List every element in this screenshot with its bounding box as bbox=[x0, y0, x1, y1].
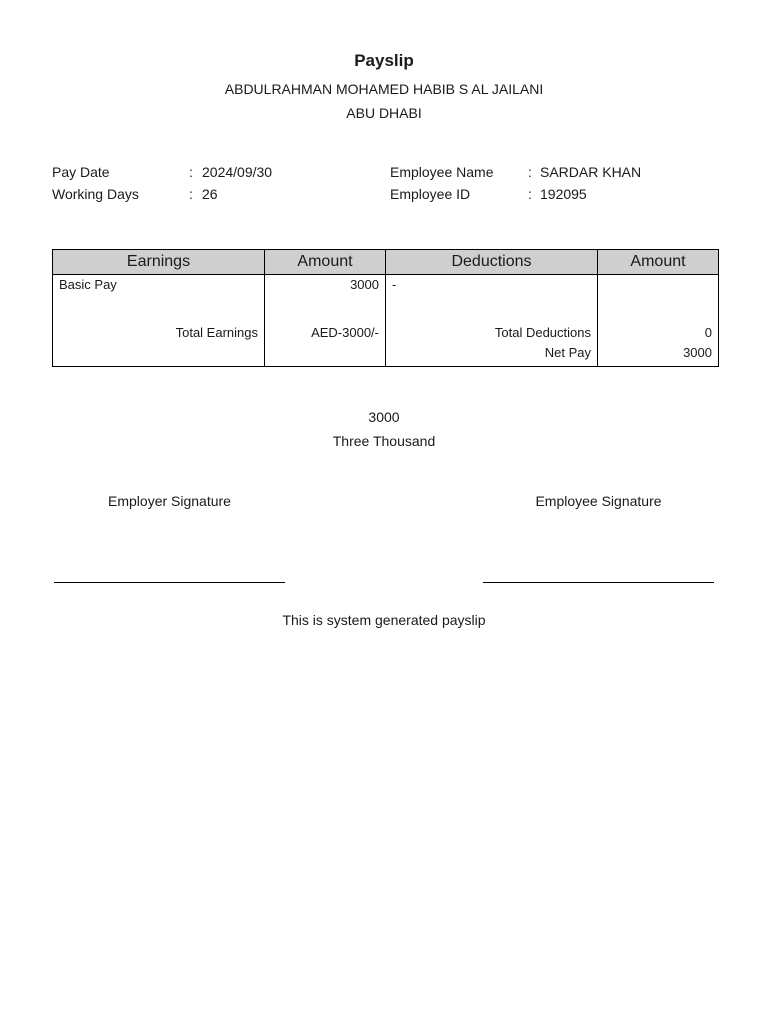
page-title: Payslip bbox=[354, 51, 414, 70]
net-pay-words: Three Thousand bbox=[332, 433, 436, 449]
basic-pay-amount: 3000 bbox=[265, 275, 386, 321]
earnings-amount-header: Amount bbox=[265, 250, 386, 275]
deductions-header: Deductions bbox=[386, 250, 598, 275]
employee-name-label: Employee Name bbox=[390, 164, 494, 180]
employer-signature-label: Employer Signature bbox=[108, 493, 231, 509]
table-header-row bbox=[53, 250, 719, 275]
employee-id-colon: : bbox=[528, 186, 532, 202]
table-row bbox=[53, 275, 719, 321]
employee-signature-label: Employee Signature bbox=[535, 493, 662, 509]
employee-name-value: SARDAR KHAN bbox=[540, 164, 642, 180]
employer-signature-line bbox=[54, 572, 285, 583]
net-pay-label: Net Pay bbox=[386, 345, 598, 367]
pay-date-label: Pay Date bbox=[52, 164, 110, 180]
deductions-amount-header: Amount bbox=[598, 250, 719, 275]
table-row bbox=[53, 321, 719, 345]
total-earnings-value: AED-3000/- bbox=[265, 321, 386, 345]
basic-pay-label: Basic Pay bbox=[53, 275, 265, 321]
total-deductions-value: 0 bbox=[598, 321, 719, 345]
employee-id-value: 192095 bbox=[540, 186, 587, 202]
working-days-label: Working Days bbox=[52, 186, 139, 202]
earnings-header: Earnings bbox=[53, 250, 265, 275]
deduction-item: - bbox=[386, 275, 598, 321]
net-pay-value: 3000 bbox=[598, 345, 719, 367]
empty-cell bbox=[265, 345, 386, 367]
pay-date-colon: : bbox=[189, 164, 193, 180]
working-days-value: 26 bbox=[202, 186, 218, 202]
employee-id-label: Employee ID bbox=[390, 186, 471, 202]
employee-name-colon: : bbox=[528, 164, 532, 180]
total-deductions-label: Total Deductions bbox=[386, 321, 598, 345]
pay-table bbox=[52, 249, 719, 367]
working-days-colon: : bbox=[189, 186, 193, 202]
footer-note: This is system generated payslip bbox=[282, 612, 486, 628]
deduction-item-amount bbox=[598, 275, 719, 321]
net-pay-amount: 3000 bbox=[368, 409, 400, 425]
empty-cell bbox=[53, 345, 265, 367]
company-name: ABDULRAHMAN MOHAMED HABIB S AL JAILANI bbox=[224, 81, 544, 97]
total-earnings-label: Total Earnings bbox=[53, 321, 265, 345]
table-row bbox=[53, 345, 719, 367]
pay-date-value: 2024/09/30 bbox=[202, 164, 273, 180]
employee-signature-line bbox=[483, 572, 714, 583]
company-location: ABU DHABI bbox=[346, 105, 422, 121]
